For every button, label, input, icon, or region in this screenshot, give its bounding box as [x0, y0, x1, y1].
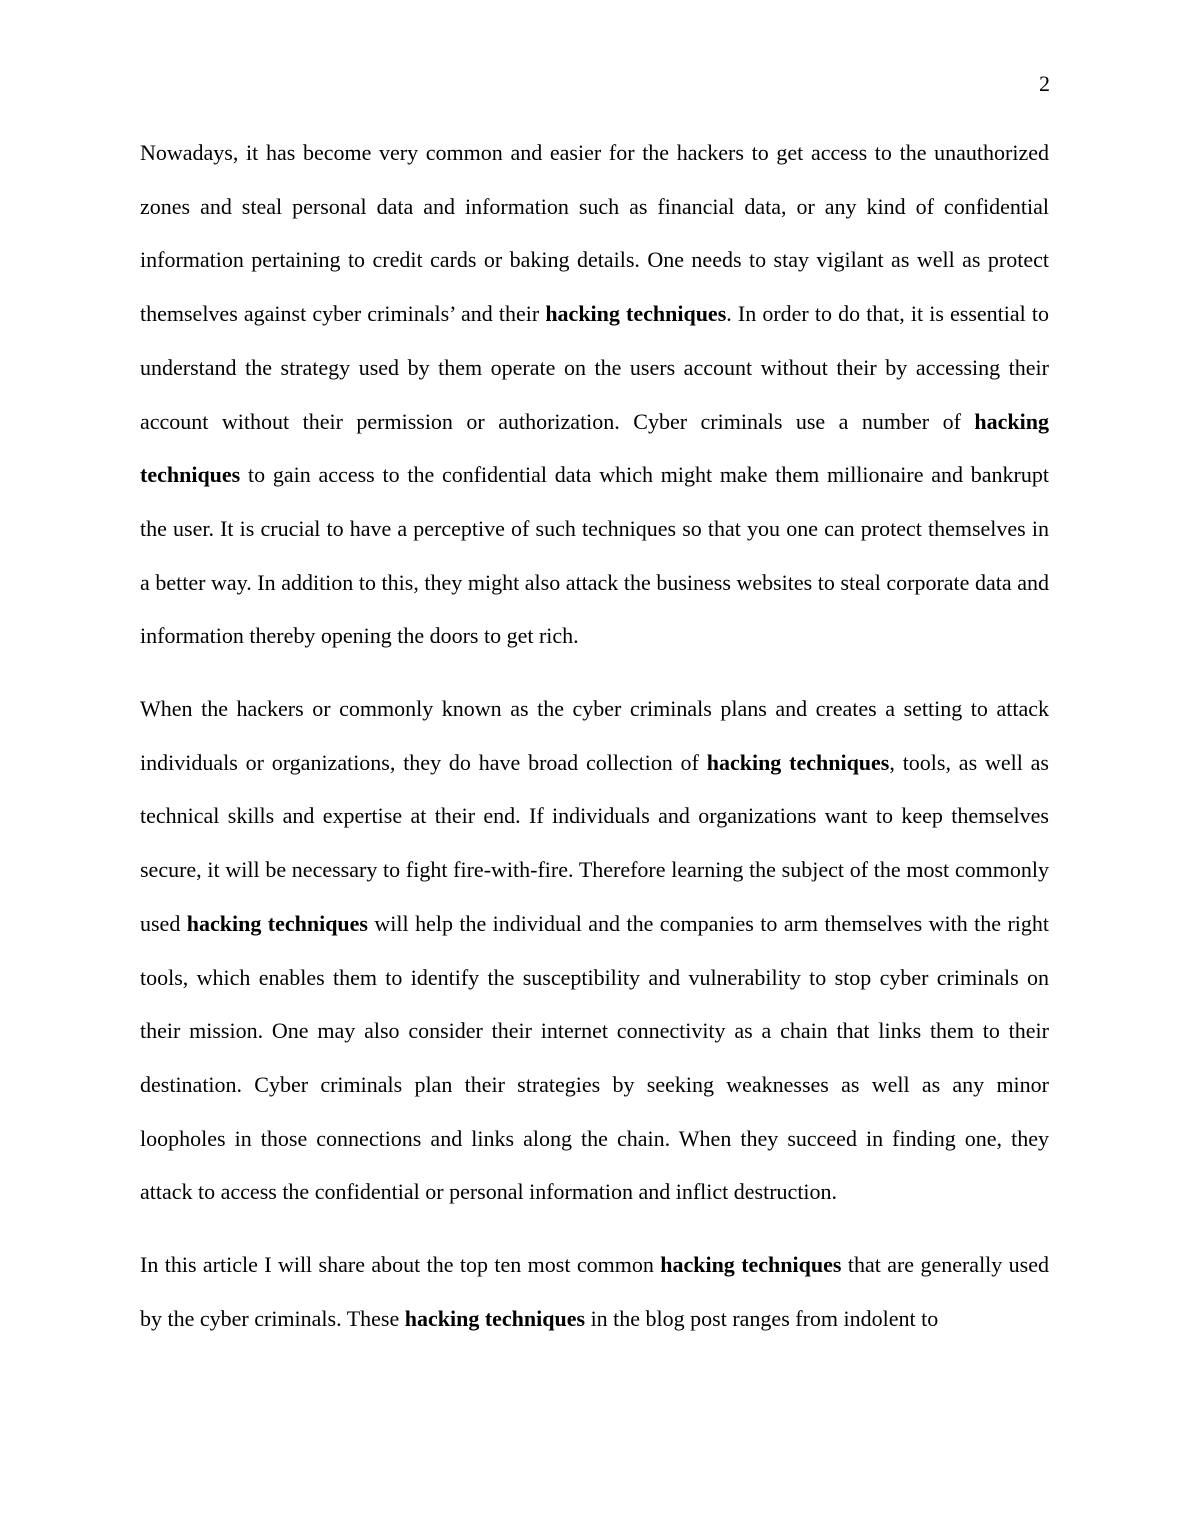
bold-keyword: hacking techniques — [404, 1305, 586, 1331]
text-run: , tools, as well as technical skills and expertise at their end. If individuals and organizations want to keep themselves secure, it will be necessary to fight fire-with-fire. Therefore learning the subject of the most commonly used — [140, 749, 1049, 936]
page-number: 2 — [1039, 71, 1050, 96]
text-run: Nowadays, it has become very common and easier for the hackers to get access to the unauthorized zones and steal personal data and information such as financial data, or any kind of confidential information pertaining to credit cards or baking details. One needs to stay vigilant as well as protect themselves against cyber criminals’ and their — [140, 140, 1049, 327]
text-run: . In order to do that, it is essential to understand the strategy used by them operate on the users account without their by accessing their account without their permission or authorization. Cyber criminals use a number of — [140, 301, 1049, 434]
bold-keyword: hacking techniques — [545, 301, 727, 327]
bold-keyword: hacking techniques — [706, 749, 890, 775]
text-run: in the blog post ranges from indolent to — [585, 1305, 939, 1331]
text-run: to gain access to the confidential data which might make them millionaire and bankrupt the user. It is crucial to have a perceptive of such techniques so that you one can protect themselves in a better way. In addition to this, they might also attack the business websites to steal corporate data and information thereby opening the doors to get rich. — [140, 462, 1049, 649]
bold-keyword: hacking techniques — [660, 1252, 842, 1278]
text-run: will help the individual and the companies to arm themselves with the right tools, which enables them to identify the susceptibility and vulnerability to stop cyber criminals on their mission. One may also consider their internet connectivity as a chain that links them to their destination. Cyber criminals plan their strategies by seeking weaknesses as well as any minor loopholes in those connections and links along the chain. When they succeed in finding one, they attack to access the confidential or personal information and inflict destruction. — [140, 910, 1049, 1205]
paragraph-1 — [140, 126, 1049, 663]
document-body — [140, 126, 1049, 1364]
text-run: that are generally used by the cyber criminals. These — [140, 1252, 1050, 1331]
text-run: When the hackers or commonly known as the cyber criminals plans and creates a setting to attack individuals or organizations, they do have broad collection of — [140, 696, 1049, 775]
bold-keyword: hacking techniques — [140, 408, 1049, 488]
bold-keyword: hacking techniques — [186, 910, 368, 936]
paragraph-2 — [140, 682, 1049, 1219]
text-run: In this article I will share about the top ten most common — [140, 1252, 661, 1278]
paragraph-3 — [140, 1238, 1049, 1345]
